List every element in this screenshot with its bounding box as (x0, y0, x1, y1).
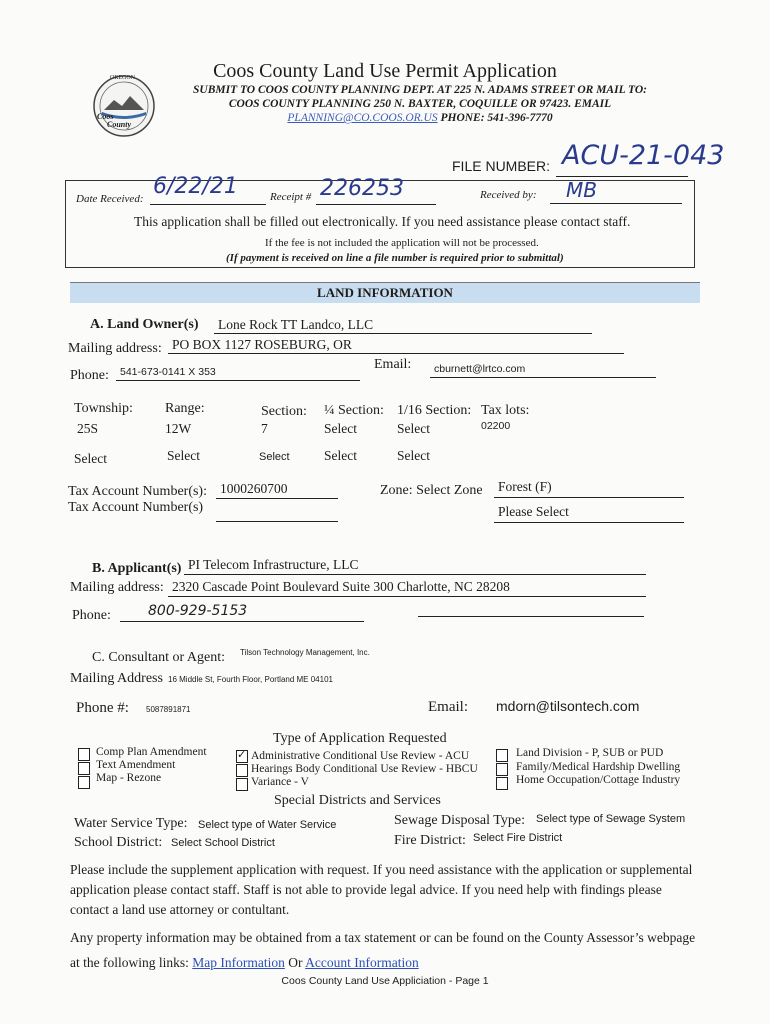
owner-email-field[interactable]: cburnett@lrtco.com (434, 363, 526, 375)
text-amendment-label: Text Amendment (96, 759, 176, 771)
special-districts-title: Special Districts and Services (274, 793, 441, 808)
sewage-type-label: Sewage Disposal Type: (394, 813, 525, 828)
applicant-email-field[interactable] (418, 616, 644, 617)
applicant-mailing-field[interactable]: 2320 Cascade Point Boulevard Suite 300 Charlotte, NC 28208 (172, 579, 510, 594)
submit-instructions (150, 83, 690, 125)
owner-mailing-field[interactable]: PO BOX 1127 ROSEBURG, OR (172, 337, 352, 352)
variance-label: Variance - V (251, 776, 309, 788)
range-select-2[interactable]: Select (167, 448, 200, 463)
payment-note: (If payment is received on line a file number is required prior to submittal) (226, 252, 564, 264)
hbcu-label: Hearings Body Conditional Use Review - HBCU (251, 763, 478, 775)
township-field[interactable]: 25S (77, 421, 99, 436)
tax-account-label: Tax Account Number(s): (68, 484, 207, 499)
file-number-label: FILE NUMBER: (452, 158, 551, 174)
township-select-2[interactable]: Select (74, 451, 107, 466)
application-type-title: Type of Application Requested (273, 731, 447, 746)
consultant-mailing-label: Mailing Address (70, 671, 163, 686)
text-amendment-checkbox[interactable] (78, 762, 90, 775)
consultant-phone-label: Phone #: (76, 700, 129, 716)
consultant-phone-field[interactable]: 5087891871 (146, 705, 191, 714)
sixteenth-select-2[interactable]: Select (397, 448, 430, 463)
consultant-mailing-field[interactable]: 16 Middle St, Fourth Floor, Portland ME 04101 (168, 675, 333, 684)
fire-district-select[interactable]: Select Fire District (473, 832, 563, 844)
file-number-value[interactable]: ACU-21-043 (562, 140, 725, 171)
fee-note: If the fee is not included the application will not be processed. (265, 237, 539, 249)
map-rezone-checkbox[interactable] (78, 776, 90, 789)
page-footer: Coos County Land Use Appliciation - Page 1 (281, 975, 489, 987)
water-service-label: Water Service Type: (74, 816, 188, 831)
planning-phone: PHONE: 541-396-7770 (440, 112, 553, 124)
zone-field[interactable]: Forest (F) (498, 479, 552, 494)
submit-line-1: SUBMIT TO COOS COUNTY PLANNING DEPT. AT 225 N. ADAMS STREET OR MAIL TO: (193, 84, 647, 96)
owner-phone-label: Phone: (70, 368, 109, 383)
seal-text-bot: County (107, 120, 132, 129)
consultant-email-field[interactable]: mdorn@tilsontech.com (496, 698, 640, 714)
quarter-section-label: ¼ Section: (324, 403, 384, 418)
assessor-info-text: Any property information may be obtained from a tax statement or can be found on the County Assessor’s webpage at the following links: (70, 930, 696, 970)
comp-plan-checkbox[interactable] (78, 748, 90, 761)
consultant-label: C. Consultant or Agent: (92, 650, 225, 665)
fire-district-label: Fire District: (394, 833, 466, 848)
land-owner-label: A. Land Owner(s) (90, 317, 199, 332)
map-rezone-label: Map - Rezone (96, 772, 162, 784)
applicant-mailing-label: Mailing address: (70, 580, 164, 595)
owner-email-label: Email: (374, 357, 412, 372)
applicant-name-field[interactable]: PI Telecom Infrastructure, LLC (188, 557, 359, 572)
land-division-label: Land Division - P, SUB or PUD (516, 747, 664, 759)
section-select-2[interactable]: Select (259, 451, 290, 463)
section-label: Section: (261, 404, 307, 419)
applicant-phone-field[interactable]: 800-929-5153 (148, 603, 248, 619)
tax-account-field-2[interactable] (216, 521, 338, 522)
sixteenth-section-label: 1/16 Section: (397, 403, 472, 418)
received-by-value[interactable]: MB (566, 178, 597, 202)
quarter-section-select[interactable]: Select (324, 421, 357, 436)
acu-label: Administrative Conditional Use Review - ACU (251, 750, 470, 762)
zone-label: Zone: Select Zone (380, 483, 483, 498)
account-information-link[interactable]: Account Information (305, 955, 419, 970)
planning-email-link[interactable]: PLANNING@CO.COOS.OR.US (287, 112, 438, 124)
land-information-header: LAND INFORMATION (70, 282, 700, 303)
consultant-email-label: Email: (428, 699, 468, 715)
hardship-dwelling-checkbox[interactable] (496, 763, 508, 776)
acu-checkbox[interactable] (236, 750, 248, 763)
school-district-select[interactable]: Select School District (171, 837, 275, 849)
tax-account-label-2: Tax Account Number(s) (68, 500, 204, 515)
receipt-value[interactable]: 226253 (320, 176, 404, 201)
seal-text-mid: Coos (97, 112, 114, 121)
submit-line-2: COOS COUNTY PLANNING 250 N. BAXTER, COQUILLE OR 97423. EMAIL (228, 98, 612, 110)
land-division-checkbox[interactable] (496, 749, 508, 762)
date-received-label: Date Received: (76, 193, 144, 205)
section-field[interactable]: 7 (261, 421, 268, 436)
zone-select-2[interactable]: Please Select (498, 504, 569, 519)
applicant-label: B. Applicant(s) (92, 561, 182, 576)
received-by-label: Received by: (480, 189, 537, 201)
or-text: Or (288, 955, 303, 970)
comp-plan-label: Comp Plan Amendment (96, 746, 207, 758)
sixteenth-section-select[interactable]: Select (397, 421, 430, 436)
sewage-type-select[interactable]: Select type of Sewage System (536, 813, 686, 825)
date-received-value[interactable]: 6/22/21 (153, 174, 238, 199)
receipt-label: Receipt # (270, 191, 312, 203)
township-label: Township: (74, 401, 133, 416)
owner-mailing-label: Mailing address: (68, 341, 162, 356)
home-occupation-label: Home Occupation/Cottage Industry (516, 774, 681, 786)
tax-lots-field[interactable]: 02200 (481, 420, 511, 432)
electronic-notice: This application shall be filled out electronically. If you need assistance please contact staff. (134, 214, 631, 229)
range-label: Range: (165, 401, 205, 416)
home-occupation-checkbox[interactable] (496, 777, 508, 790)
land-owner-field[interactable]: Lone Rock TT Landco, LLC (218, 317, 374, 332)
water-service-select[interactable]: Select type of Water Service (198, 819, 337, 831)
supplement-instructions: Please include the supplement application with request. If you need assistance with the application or supplemental application please contact staff. Staff is not able to provide legal advice. If you need help with findings please contact a land use attorney or contultant. (70, 862, 693, 917)
assessor-info (70, 925, 700, 975)
county-seal (92, 74, 156, 138)
map-information-link[interactable]: Map Information (192, 955, 285, 970)
hbcu-checkbox[interactable] (236, 764, 248, 777)
range-field[interactable]: 12W (165, 421, 192, 436)
quarter-select-2[interactable]: Select (324, 448, 357, 463)
tax-account-field[interactable]: 1000260700 (220, 481, 288, 496)
applicant-phone-label: Phone: (72, 608, 111, 623)
seal-text-top: OREGON (110, 75, 135, 81)
hardship-dwelling-label: Family/Medical Hardship Dwelling (516, 761, 681, 773)
consultant-name-field[interactable]: Tilson Technology Management, Inc. (240, 648, 370, 657)
variance-checkbox[interactable] (236, 778, 248, 791)
page-title: Coos County Land Use Permit Application (213, 60, 557, 82)
owner-phone-field[interactable]: 541-673-0141 X 353 (120, 366, 216, 378)
school-district-label: School District: (74, 835, 163, 850)
tax-lots-label: Tax lots: (481, 403, 530, 418)
